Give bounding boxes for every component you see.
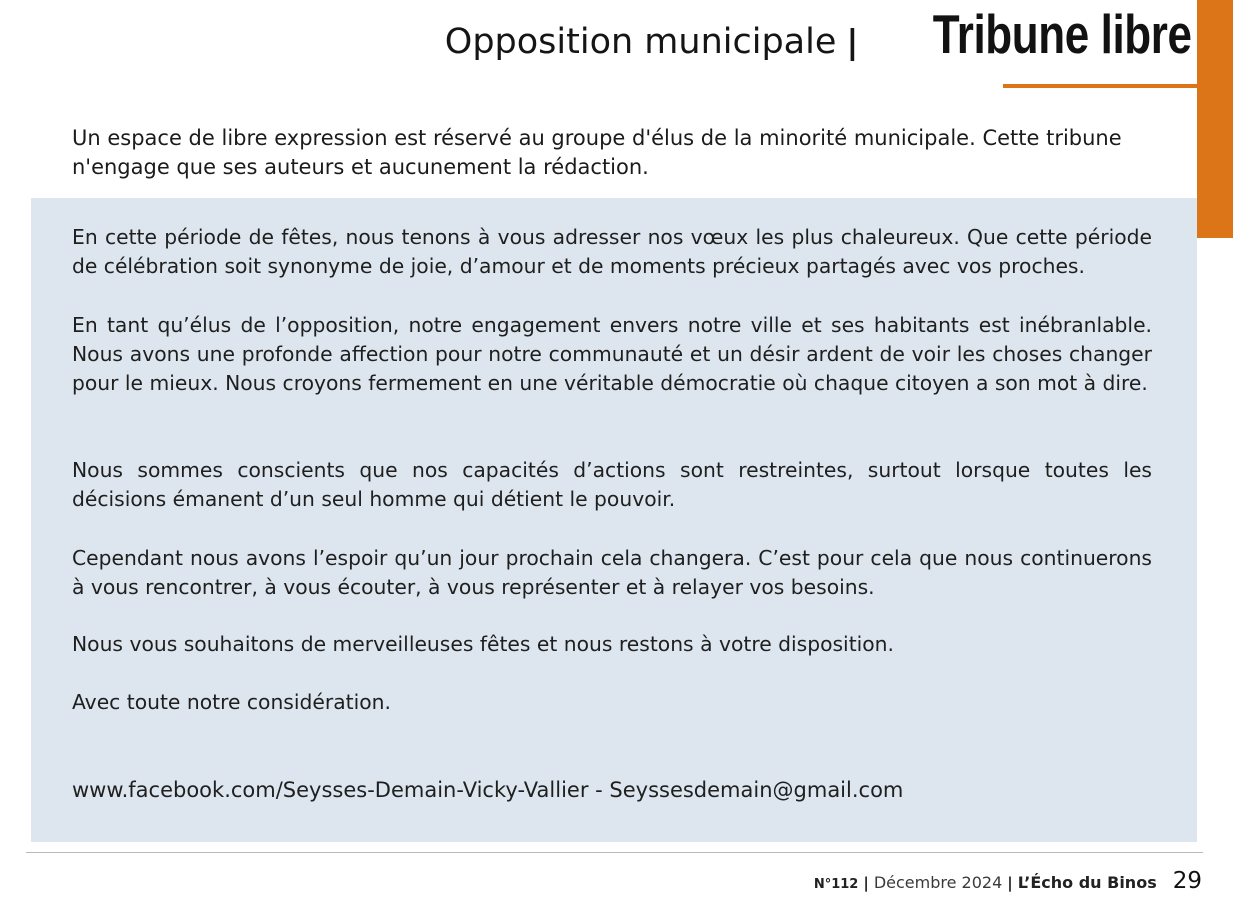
issue-date: Décembre 2024 (873, 873, 1003, 892)
article-paragraph-3: Nous sommes conscients que nos capacités d’actions sont restreintes, surtout lorsque toutes les décisions émanent d’un seul homme qui détient le pouvoir. (72, 458, 1152, 511)
footer-divider (26, 852, 1203, 853)
publication-name: L’Écho du Binos (1017, 873, 1157, 892)
article-paragraph-1: En cette période de fêtes, nous tenons à vous adresser nos vœux les plus chaleureux. Que cette période de célébration soit synonyme de joie, d’amour et de moments précieux partagés avec vos proches. (72, 225, 1152, 278)
article-paragraph-4: Cependant nous avons l’espoir qu’un jour prochain cela changera. C’est pour cela que nous continuerons à vous rencontrer, à vous écouter, à vous représenter et à relayer vos besoins. (72, 546, 1152, 599)
article-paragraph-2: En tant qu’élus de l’opposition, notre engagement envers notre ville et ses habitants est inébranlable. Nous avons une profonde affection pour notre communauté et un désir ardent de voir les choses changer pour le mieux. Nous croyons fermement en une véritable démocratie où chaque citoyen a son mot à dire. (72, 313, 1152, 395)
page-title: Tribune libre (933, 3, 1192, 65)
article-paragraph-5: Nous vous souhaitons de merveilleuses fêtes et nous restons à votre disposition. (72, 632, 894, 656)
page-header (445, 2, 1192, 72)
article-closing: Avec toute notre considération. (72, 690, 391, 714)
page-number: 29 (1172, 868, 1202, 894)
contact-links[interactable]: www.facebook.com/Seysses-Demain-Vicky-Vallier - Seyssesdemain@gmail.com (72, 778, 904, 802)
page-footer (814, 868, 1202, 894)
article-panel (31, 198, 1197, 842)
footer-separator: | (1007, 874, 1013, 892)
footer-separator: | (863, 874, 869, 892)
accent-side-bar (1197, 0, 1233, 238)
header-separator: | (846, 22, 859, 61)
header-subtitle: Opposition municipale (444, 22, 837, 62)
intro-text: Un espace de libre expression est réservé au groupe d'élus de la minorité municipale. Cette tribune n'engage que ses auteurs et aucunement la rédaction. (72, 126, 1122, 179)
title-underline (1003, 84, 1199, 88)
issue-number: N°112 (813, 877, 859, 892)
